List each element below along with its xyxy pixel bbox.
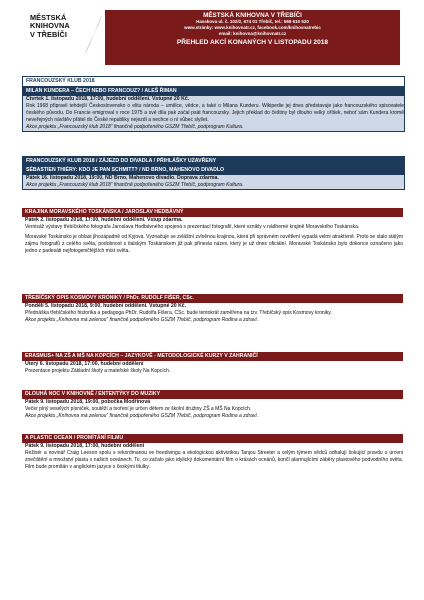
- library-web[interactable]: www.stránky: www.knihovnatr.cz, facebook.com/knihovnatrebic: [184, 25, 321, 31]
- event-title: A PLASTIC OCEAN / PROMÍTÁNÍ FILMU: [22, 434, 403, 443]
- event-title: DLOUHÁ NOC V KNIHOVNĚ / ENTENTÝKY DO MUZIKY: [22, 390, 403, 399]
- library-email[interactable]: email: knihovna@knihovnatr.cz: [218, 31, 287, 37]
- event-description: Přednáška třebíčského historika a pedagoga PhDr. Rudolfa Fišera, CSc. bude tentokrát zaměřena na tzv. Třebíčský opis Kosmovy kroniky.: [25, 309, 332, 316]
- event-datetime: Pondělí 5. listopadu 2018, 9:00, hudební oddělení. Vstupné 20 Kč.: [25, 302, 187, 309]
- event-title: ERASMUS+ NA ZŠ A MŠ NA KOPCÍCH – JAZYKOVĚ - METODOLOGICKÉ KURZY V ZAHRANIČÍ: [22, 352, 403, 361]
- library-name: MĚSTSKÁ KNIHOVNA V TŘEBÍČI: [203, 12, 302, 19]
- library-logo: [30, 14, 90, 39]
- event-subtitle: SÉBASTIEN THIÉRY: KDO JE PAN SCHMITT? / ND BRNO, MAHENOVO DIVADLO: [23, 166, 404, 175]
- event-title: MILAN KUNDERA – ČECH NEBO FRANCOUZ? / ALEŠ ŘIMAN: [23, 87, 404, 96]
- logo-swoosh-icon: [82, 14, 104, 58]
- event-description: Vernisáž výstavy třebíčského fotografa Jaroslava Hedbávného spojená s prezentací fotografií, které vznikly v nádherné krajině Moravského Toskánska.: [25, 223, 360, 230]
- event-section-theatre: [22, 156, 405, 190]
- event-description: Prezentace projektu Základní školy a mateřské školy Na Kopcích.: [25, 367, 171, 374]
- event-title: FRANCOUZSKÝ KLUB 2018 / ZÁJEZD DO DIVADLA / PŘIHLÁŠKY UZAVŘENY: [23, 157, 404, 166]
- event-section-kosmas: [22, 294, 403, 324]
- event-datetime: Pátek 16. listopadu 2018, 19:00, ND Brno, Mahenovo divadlo. Doprava zdarma.: [26, 174, 219, 181]
- event-description-2: Moravské Toskánsko je oblast jihozápadně od Kyjova. Vyznačuje se zvláštní zvlněnou krajinou, která při správném osvětlení vypadá velmi atraktivně. Proto se stalo stálým zájmu fotografů z celého světa, podobnost s italským Toskánskem již pak přinesla název, který je už dnes oficiální. Moravské Toskánsko bylo dokonce označeno jako jedno z padesáti nejfotogeničtějších míst světa.: [25, 233, 403, 254]
- section-category: FRANCOUZSKÝ KLUB 2018: [23, 77, 404, 87]
- library-address: Hasskova ul. č. 102/2, 674 01 Třebíč, tel.: 568 610 520: [196, 19, 309, 24]
- event-section-kundera: [22, 76, 405, 132]
- event-description: Večer plný veselých písniček, soutěží a tvoření je určen dětem ze školní družiny ZŠ a MŠ Na Kopcích.: [25, 405, 252, 412]
- event-section-plastic-ocean: [22, 434, 403, 471]
- event-section-night: [22, 390, 403, 420]
- event-title: KRAJINA MORAVSKÉHO TOSKÁNSKA / JAROSLAV HEDBÁVNÝ: [22, 208, 403, 217]
- event-description: Rok 1968 připravil tehdejší Československo o elitu národa – umělce, vědce, a také o Milana Kunderu. Wikipedie jej dnes představuje jako francouzského spisovatele českého původu. Do Francie emigroval v roce 1975 a své díla pak začal psát francouzsky. Jejich překlad do češtiny byl dlouho velký oříšek, neboť sám Kundera kromě neveřejných návštěv přátel do České republiky nejezdí a nechce o ní vůbec slyšet.: [26, 102, 404, 123]
- event-description: Režisér a novinář Craig Leeson spolu s rekordmanou ve freedivingu a ekologickou aktivistkou Tanjou Streeter a celým týmem vědců odhalují šokující pravdu o úrovni znečištění a množství plastu v našich oceánech. To, co začalo jako idylický dokumentární film o krásách oceánů, končí alarmujícími záběry plastového podvodního světa. Film bude promítán v anglickém jazyce s českými titulky.: [25, 449, 403, 470]
- logo-line-3: V TŘEBÍČI: [30, 29, 67, 39]
- event-section-toskansko: [22, 208, 403, 255]
- event-datetime: Úterý 6. listopadu 2018, 17:00, hudební oddělení: [25, 360, 144, 367]
- event-note: Akce projektu „Francouzský klub 2018“ finančně podpořeného GSZM Třebíč, podprogram Kultura.: [26, 181, 244, 188]
- event-note: Akce projektu „Knihovna má zelenou“ finančně podpořeného GSZM Třebíč, podprogram Rodina a zdraví.: [25, 316, 259, 323]
- event-note: Akce projektu „Francouzský klub 2018“ finančně podpořeného GSZM Třebíč, podprogram Kultura.: [26, 123, 244, 130]
- event-title: TŘEBÍČSKÝ OPIS KOSMOVY KRONIKY / PhDr. RUDOLF FIŠER, CSc.: [22, 294, 403, 303]
- event-datetime: Čtvrtek 1. listopadu 2018, 17:00, hudební oddělení. Vstupné 20 Kč.: [26, 95, 190, 102]
- logo-line-2: KNIHOVNA: [30, 21, 70, 31]
- event-note: Akce projektu „Knihovna má zelenou“ finančně podpořeného GSZM Třebíč, podprogram Rodina a zdraví.: [25, 412, 259, 419]
- header-banner: [105, 10, 400, 65]
- event-datetime: Pátek 2. listopadu 2018, 17:00, hudební oddělení. Vstup zdarma.: [25, 216, 183, 223]
- event-datetime: Pátek 9. listopadu 2018, 19:00, pobočka Modřínová: [25, 398, 151, 405]
- logo-line-1: MĚSTSKÁ: [30, 13, 67, 22]
- page-title: PŘEHLED AKCÍ KONANÝCH V LISTOPADU 2018: [176, 38, 329, 46]
- event-datetime: Pátek 9. listopadu 2018, 17:00, hudební oddělení: [25, 442, 145, 449]
- event-section-erasmus: [22, 352, 403, 375]
